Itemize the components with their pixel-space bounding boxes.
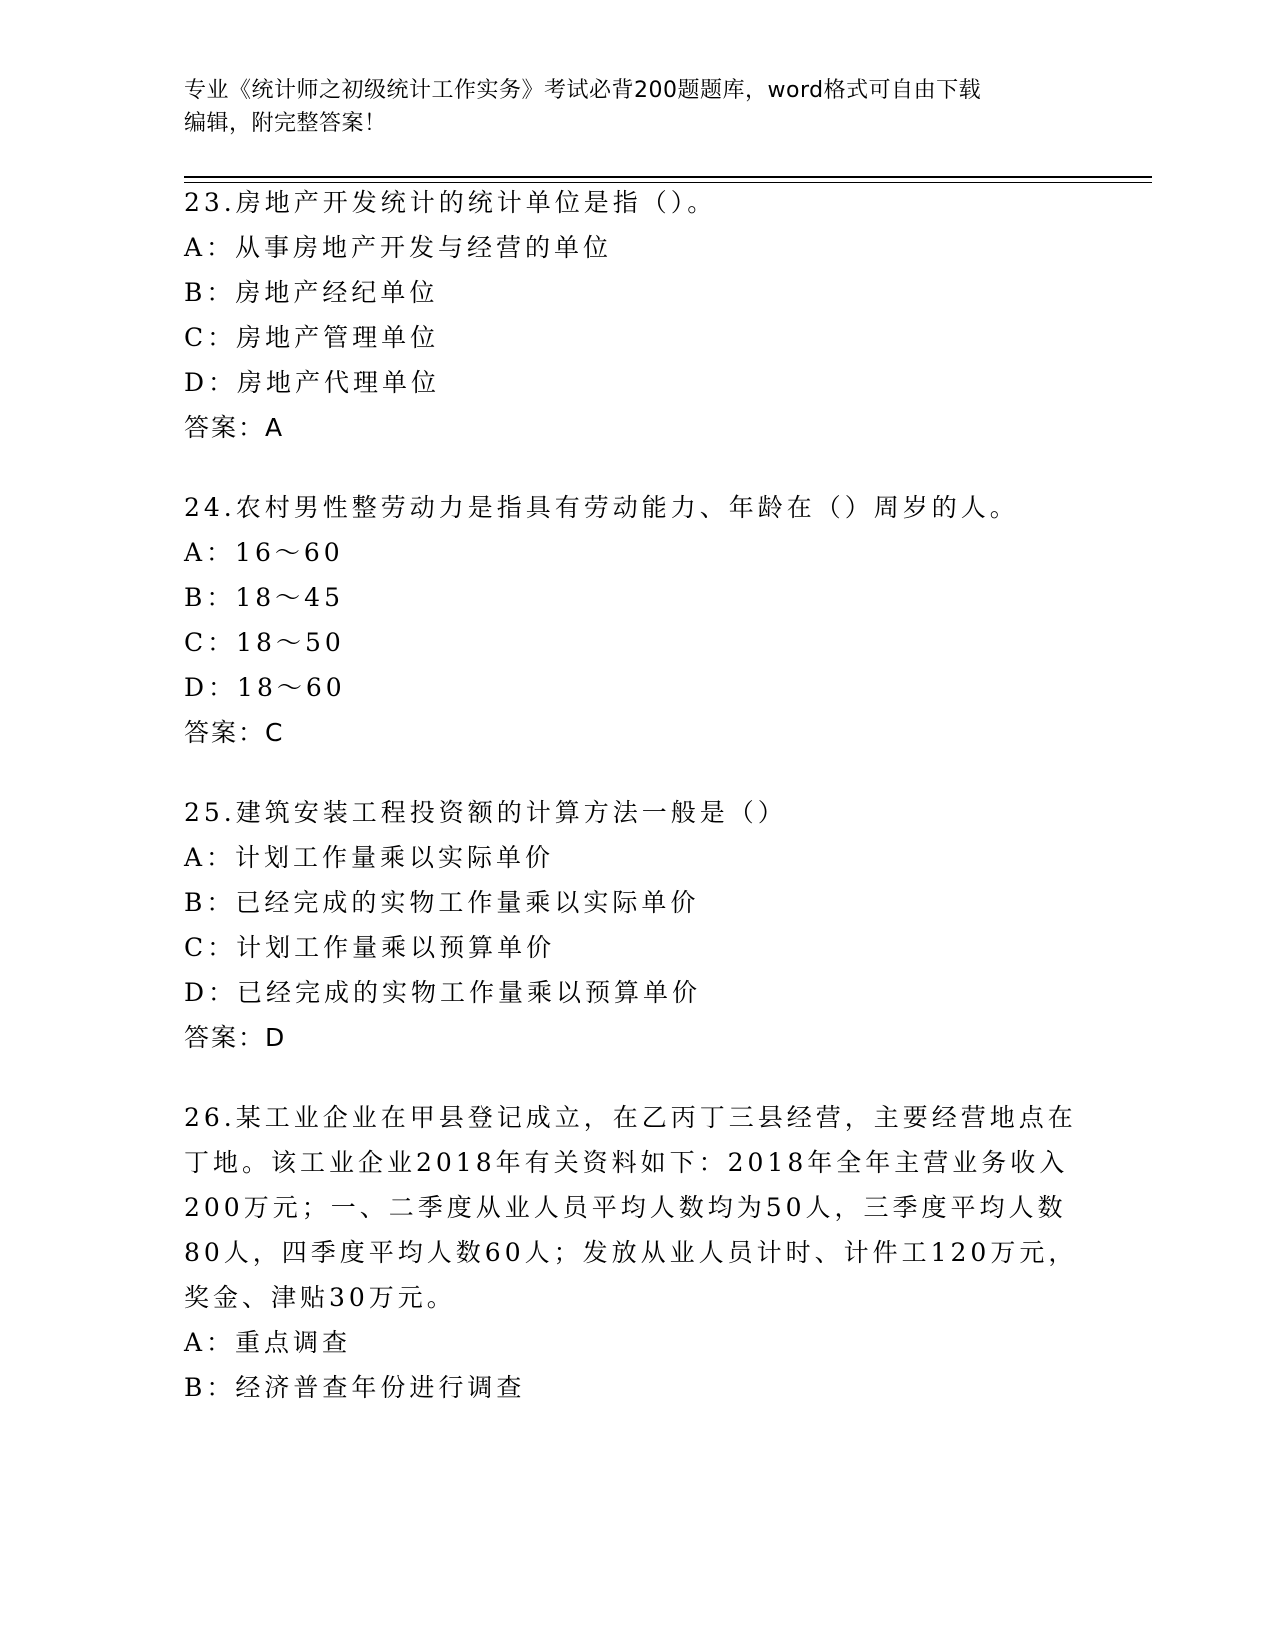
option-a: A：重点调查 [184, 1328, 352, 1357]
option-b: B：18～45 [184, 583, 344, 612]
option-a: A：16～60 [184, 538, 344, 567]
question-stem-line-3: 200万元；一、二季度从业人员平均人数均为50人，三季度平均人数 [184, 1193, 1067, 1222]
answer: 答案：C [184, 718, 285, 747]
option-c: C：18～50 [184, 628, 345, 657]
question-stem: 23.房地产开发统计的统计单位是指（）。 [184, 188, 717, 217]
option-d: D：已经完成的实物工作量乘以预算单价 [184, 978, 702, 1007]
question-stem-line-1: 26.某工业企业在甲县登记成立，在乙丙丁三县经营，主要经营地点在 [184, 1103, 1077, 1132]
header-rule-thick [184, 176, 1152, 178]
question-stem-line-4: 80人，四季度平均人数60人；发放从业人员计时、计件工120万元， [184, 1238, 1078, 1267]
question-24 [184, 485, 1084, 755]
answer: 答案：D [184, 1023, 287, 1052]
option-c: C：房地产管理单位 [184, 323, 440, 352]
answer: 答案：A [184, 413, 285, 442]
option-c: C：计划工作量乘以预算单价 [184, 933, 556, 962]
question-stem-line-2: 丁地。该工业企业2018年有关资料如下：2018年全年主营业务收入 [184, 1148, 1069, 1177]
option-d: D：18～60 [184, 673, 346, 702]
option-d: D：房地产代理单位 [184, 368, 441, 397]
question-26 [184, 1095, 1084, 1410]
header-line-2: 编辑，附完整答案！ [184, 111, 387, 136]
question-stem: 25.建筑安装工程投资额的计算方法一般是（） [184, 798, 787, 827]
option-b: B：房地产经纪单位 [184, 278, 439, 307]
header-line-1: 专业《统计师之初级统计工作实务》考试必背200题题库，word格式可自由下载 [184, 78, 982, 103]
option-a: A：从事房地产开发与经营的单位 [184, 233, 613, 262]
document-header [184, 74, 1084, 140]
option-b: B：已经完成的实物工作量乘以实际单价 [184, 888, 700, 917]
option-a: A：计划工作量乘以实际单价 [184, 843, 555, 872]
question-stem: 24.农村男性整劳动力是指具有劳动能力、年龄在（）周岁的人。 [184, 493, 1019, 522]
question-23 [184, 180, 1084, 450]
option-b: B：经济普查年份进行调查 [184, 1373, 526, 1402]
question-stem-line-5: 奖金、津贴30万元。 [184, 1283, 456, 1312]
question-25 [184, 790, 1084, 1060]
